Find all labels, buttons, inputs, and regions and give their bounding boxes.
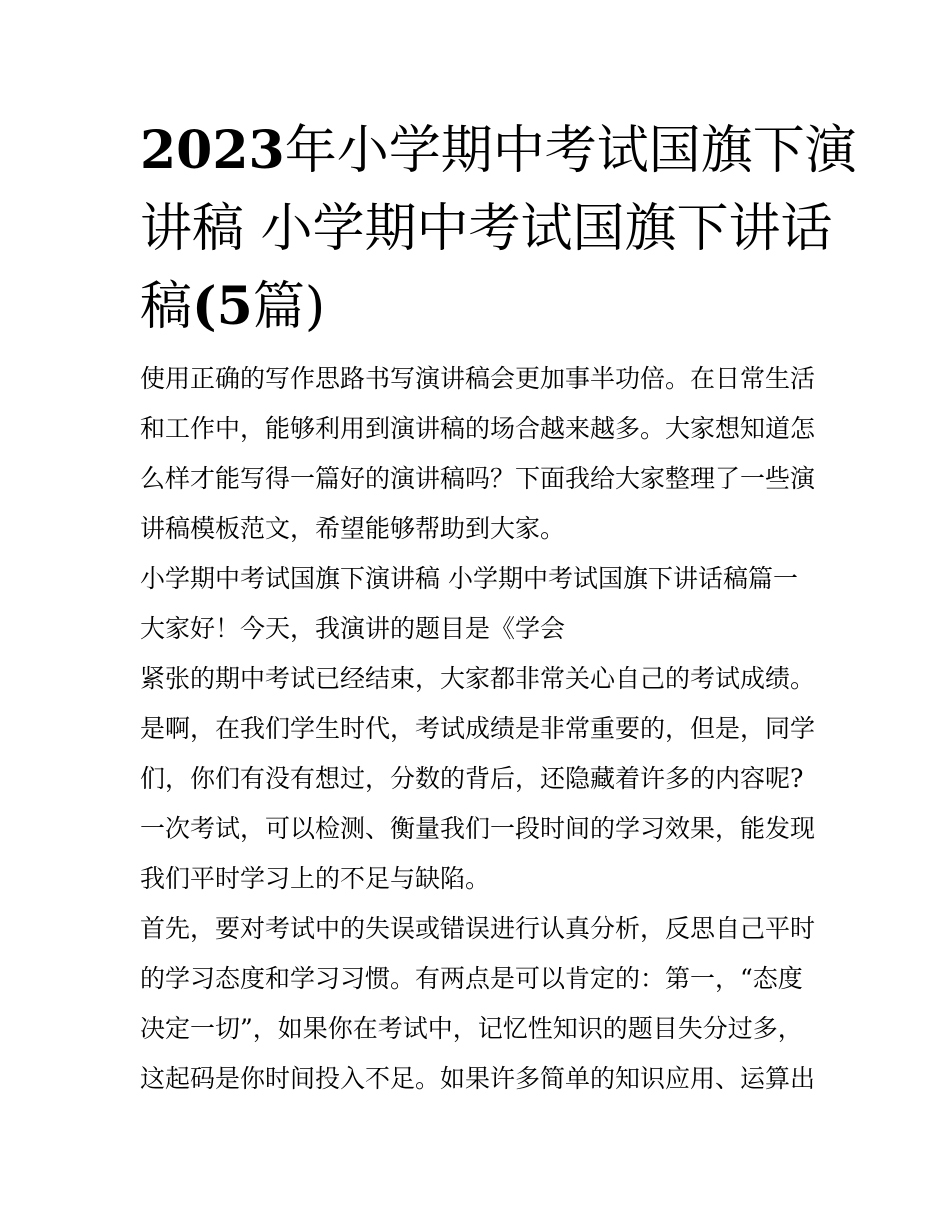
document-title <box>140 112 857 346</box>
body-line: 紧张的期中考试已经结束，大家都非常关心自己的考试成绩。 <box>140 664 816 693</box>
title-line-1 <box>140 112 857 190</box>
body-line: 的学习态度和学习习惯。有两点是可以肯定的：第一，“态度 <box>140 964 803 993</box>
body-line: 是啊，在我们学生时代，考试成绩是非常重要的，但是，同学 <box>140 714 816 743</box>
body-line: 们，你们有没有想过，分数的背后，还隐藏着许多的内容呢? <box>140 764 804 793</box>
body-line: 和工作中，能够利用到演讲稿的场合越来越多。大家想知道怎 <box>140 414 816 443</box>
title-line-3-rest: 篇) <box>252 277 326 337</box>
body-line: 首先，要对考试中的失误或错误进行认真分析，反思自己平时 <box>140 914 816 943</box>
title-line-3-text: 稿 <box>140 277 193 337</box>
title-line-1-text: 年小学期中考试国旗下演 <box>284 121 857 181</box>
title-count: (5 <box>192 276 253 337</box>
body-line: 大家好！今天，我演讲的题目是《学会 <box>140 614 566 643</box>
body-line: 么样才能写得一篇好的演讲稿吗？下面我给大家整理了一些演 <box>140 464 816 493</box>
body-line: 这起码是你时间投入不足。如果许多简单的知识应用、运算出 <box>140 1064 816 1093</box>
body-line: 使用正确的写作思路书写演讲稿会更加事半功倍。在日常生活 <box>140 364 816 393</box>
body-line: 讲稿模板范文，希望能够帮助到大家。 <box>140 514 566 543</box>
title-year: 2023 <box>140 120 285 181</box>
section-heading: 小学期中考试国旗下演讲稿 小学期中考试国旗下讲话稿篇一 <box>140 564 798 593</box>
body-line: 我们平时学习上的不足与缺陷。 <box>140 864 491 893</box>
body-line: 决定一切”，如果你在考试中，记忆性知识的题目失分过多， <box>140 1014 803 1043</box>
document-body <box>140 354 820 1104</box>
title-line-3 <box>140 268 820 346</box>
title-line-2: 讲稿 小学期中考试国旗下讲话 <box>140 199 833 259</box>
body-line: 一次考试，可以检测、衡量我们一段时间的学习效果，能发现 <box>140 814 816 843</box>
